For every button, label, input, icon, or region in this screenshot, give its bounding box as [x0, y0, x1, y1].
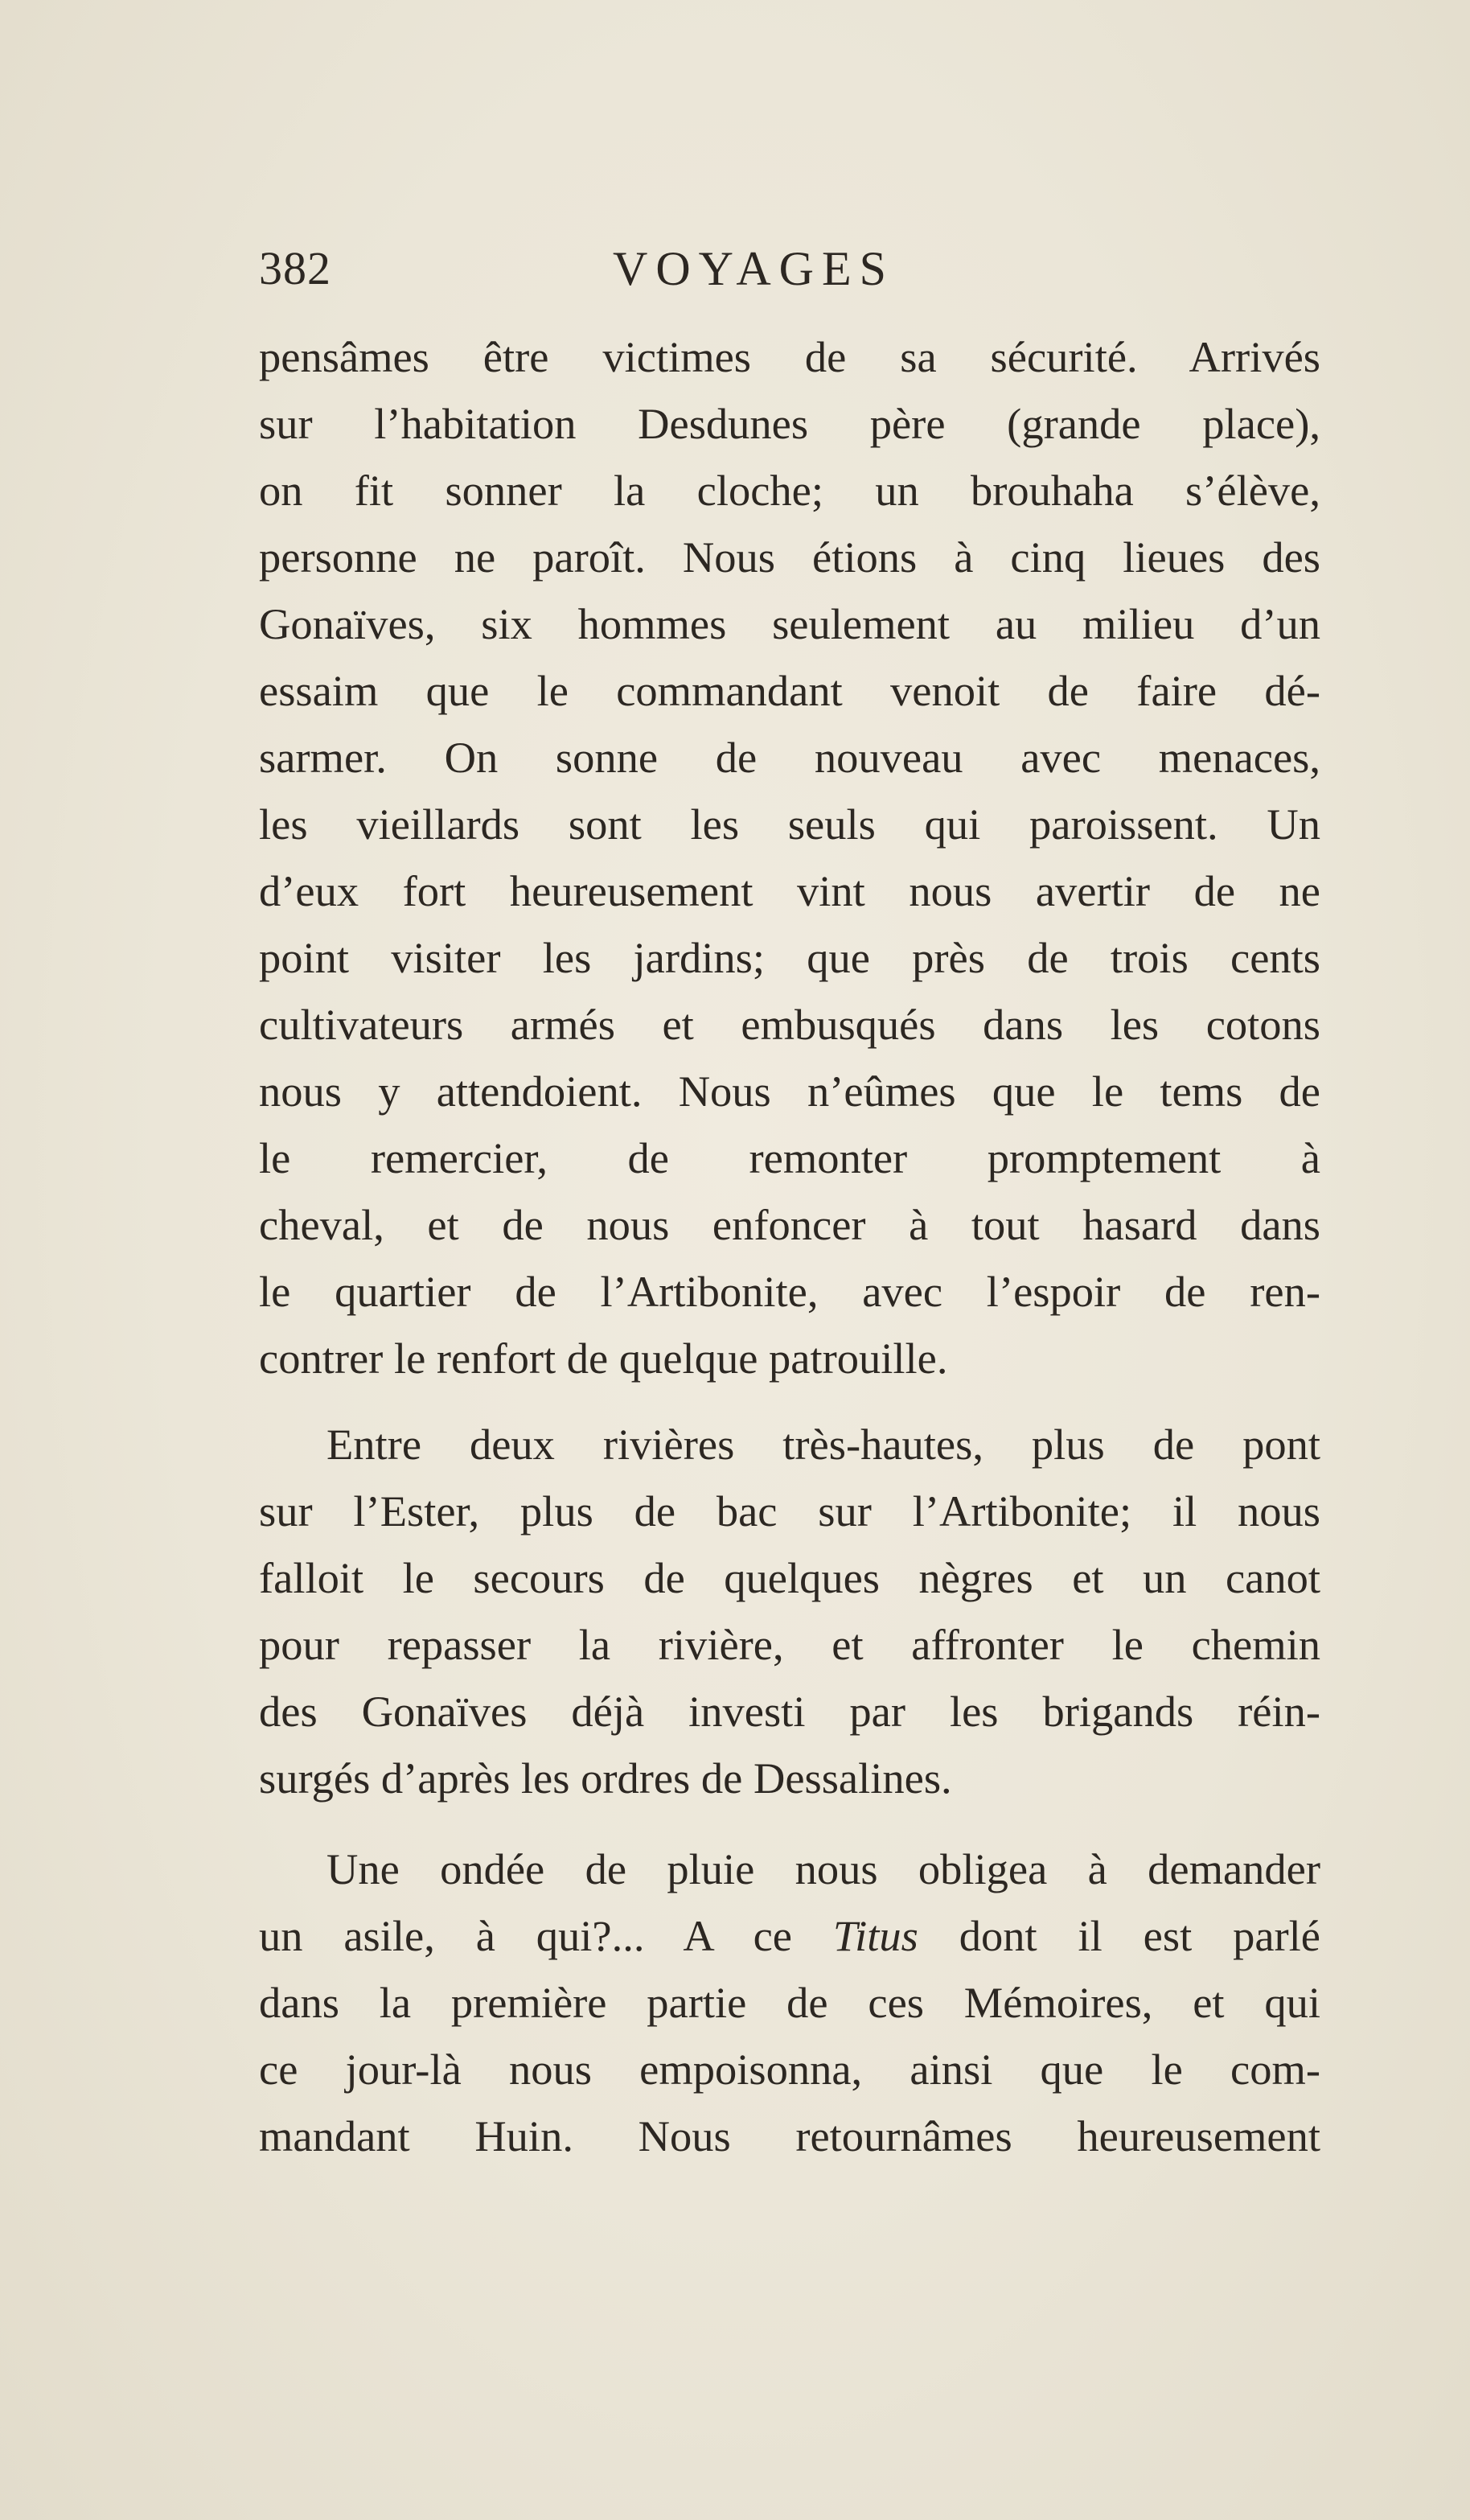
- paragraph-1: [259, 323, 1320, 1392]
- text-line: dans la première partie de ces Mémoires, et qui: [259, 1978, 1320, 2027]
- page-header: [259, 241, 1337, 314]
- paragraph-gap: [259, 1811, 1320, 1836]
- text-line: cheval, et de nous enfoncer à tout hasard dans: [259, 1200, 1320, 1249]
- text-line: essaim que le commandant venoit de faire dé-: [259, 666, 1320, 715]
- text-line: nous y attendoient. Nous n’eûmes que le tems de: [259, 1067, 1320, 1116]
- text-line: pour repasser la rivière, et affronter le chemin: [259, 1620, 1320, 1669]
- text-line: Gonaïves, six hommes seulement au milieu d’un: [259, 599, 1320, 648]
- text-line: sur l’habitation Desdunes père (grande place),: [259, 399, 1320, 448]
- italic-name-titus: Titus: [832, 1911, 918, 1960]
- text-line: des Gonaïves déjà investi par les brigands réin-: [259, 1687, 1320, 1736]
- body-text: [259, 323, 1320, 2169]
- text-line: surgés d’après les ordres de Dessalines.: [259, 1753, 952, 1803]
- paragraph-gap: [259, 1392, 1320, 1411]
- text-line: pensâmes être victimes de sa sécurité. Arrivés: [259, 332, 1320, 381]
- text-line: point visiter les jardins; que près de trois cents: [259, 933, 1320, 982]
- text-line: mandant Huin. Nous retournâmes heureusement: [259, 2111, 1320, 2160]
- text-line: ce jour-là nous empoisonna, ainsi que le com-: [259, 2045, 1320, 2094]
- text-line: le remercier, de remonter promptement à: [259, 1133, 1320, 1182]
- paragraph-2: [259, 1411, 1320, 1811]
- text-segment: dont il est parlé: [918, 1911, 1321, 1960]
- text-line: falloit le secours de quelques nègres et un canot: [259, 1553, 1320, 1602]
- text-line: personne ne paroît. Nous étions à cinq lieues des: [259, 532, 1320, 582]
- text-line: le quartier de l’Artibonite, avec l’espoir de ren-: [259, 1267, 1320, 1316]
- text-line: les vieillards sont les seuls qui paroissent. Un: [259, 800, 1320, 849]
- text-line: cultivateurs armés et embusqués dans les cotons: [259, 1000, 1320, 1049]
- text-segment: un asile, à qui?... A ce: [259, 1911, 833, 1960]
- text-line: [259, 1902, 1320, 1969]
- paragraph-3: [259, 1836, 1320, 2169]
- text-line: contrer le renfort de quelque patrouille.: [259, 1334, 948, 1383]
- page-number: 382: [259, 242, 331, 294]
- text-line: on fit sonner la cloche; un brouhaha s’élève,: [259, 466, 1320, 515]
- text-line: d’eux fort heureusement vint nous avertir de ne: [259, 866, 1320, 915]
- text-line: Entre deux rivières très-hautes, plus de pont: [326, 1420, 1320, 1469]
- running-title: VOYAGES: [613, 242, 895, 295]
- text-line: Une ondée de pluie nous obligea à demander: [326, 1844, 1320, 1893]
- text-line: sarmer. On sonne de nouveau avec menaces,: [259, 733, 1320, 782]
- text-line: sur l’Ester, plus de bac sur l’Artibonite; il nous: [259, 1486, 1320, 1535]
